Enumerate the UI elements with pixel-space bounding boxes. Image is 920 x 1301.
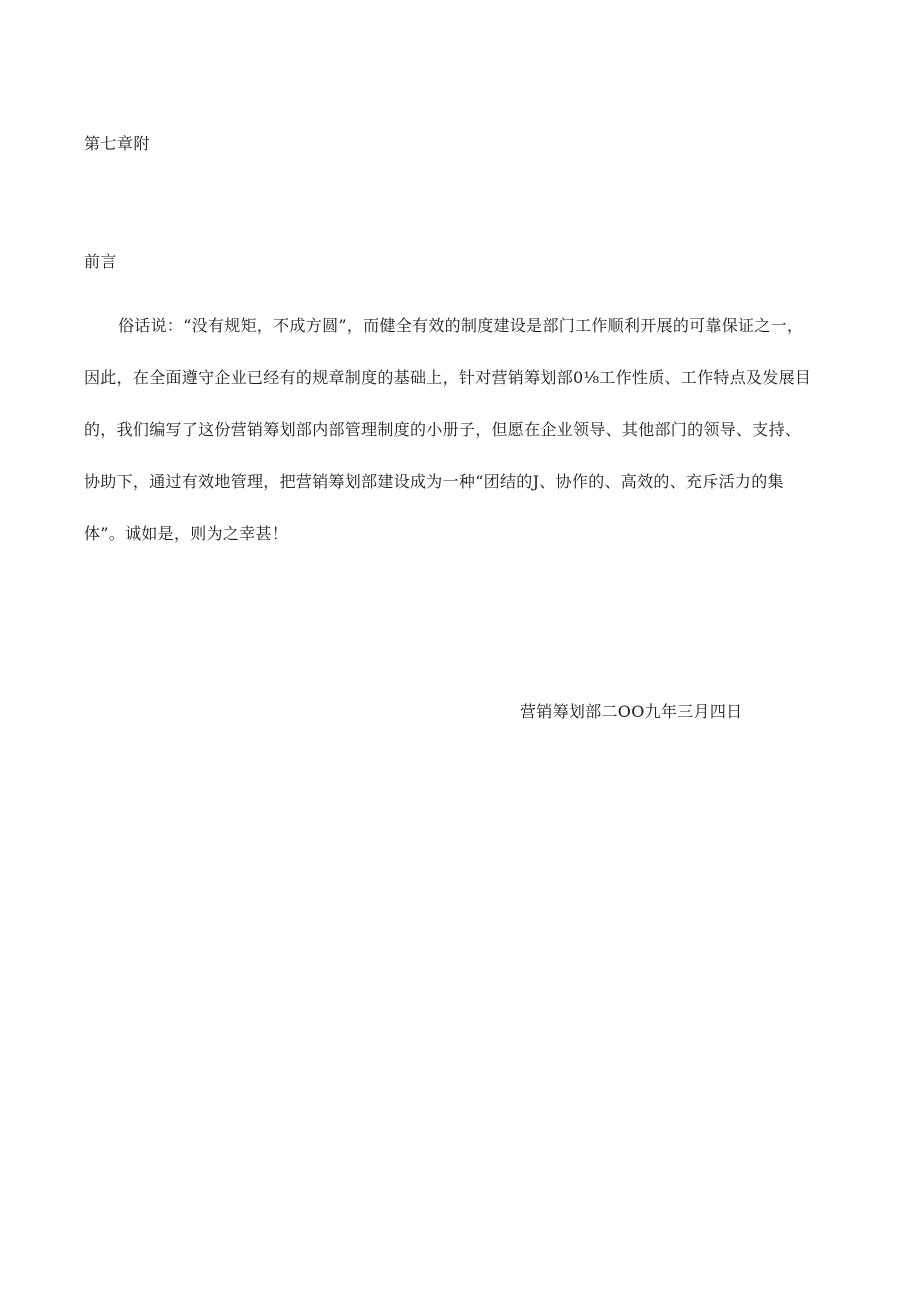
preface-line: 俗话说：“没有规矩，不成方圆”，而健全有效的制度建设是部门工作顺利开展的可靠保证之一， [118, 316, 804, 335]
preface-body [84, 313, 864, 573]
signature-date: 营销筹划部二OO九年三月四日 [520, 702, 743, 721]
preface-line: 协助下，通过有效地管理，把营销筹划部建设成为一种“团结的J、协作的、高效的、充斥活力的集 [84, 472, 784, 491]
chapter-title: 第七章附 [84, 134, 151, 153]
preface-heading: 前言 [84, 252, 118, 271]
preface-line: 体”。诚如是，则为之幸甚！ [84, 524, 289, 543]
preface-line: 的，我们编写了这份营销筹划部内部管理制度的小册子，但愿在企业领导、其他部门的领导、支持、 [84, 420, 802, 439]
preface-line: 因此，在全面遵守企业已经有的规章制度的基础上，针对营销筹划部0⅛工作性质、工作特点及发展目 [84, 368, 812, 387]
